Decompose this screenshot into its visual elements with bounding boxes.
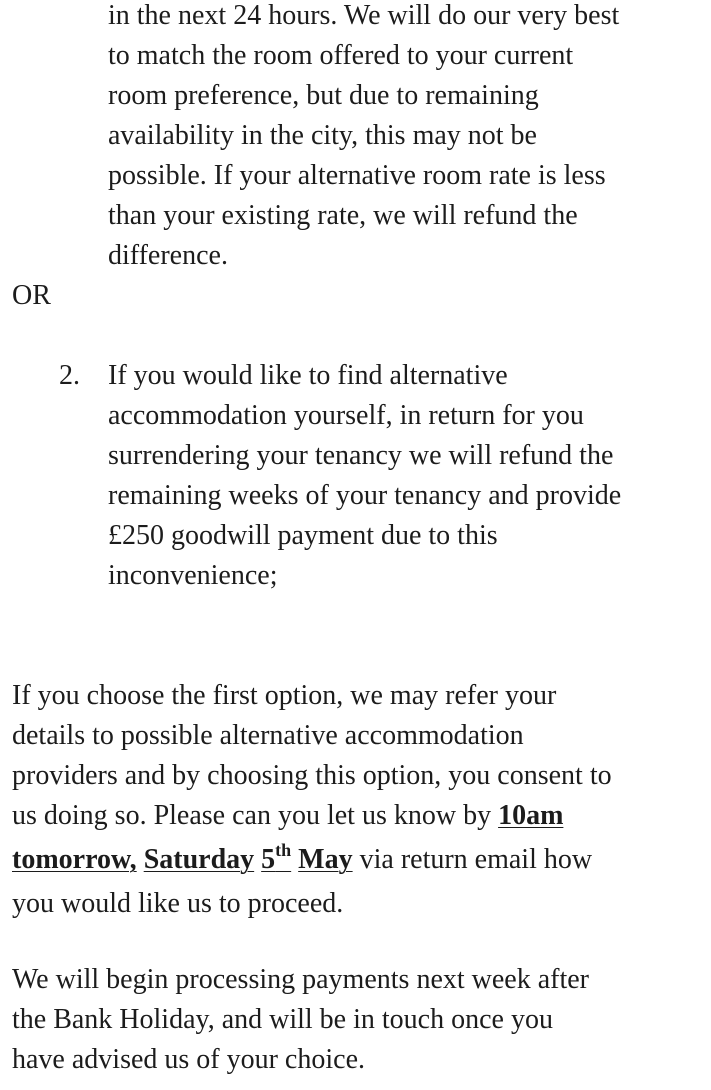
list-number: 2. bbox=[59, 360, 80, 391]
consent-paragraph bbox=[12, 676, 710, 924]
line-text: via return email how bbox=[352, 844, 593, 875]
deadline-day: tomorrow, bbox=[12, 844, 137, 875]
text-line: £250 goodwill payment due to this bbox=[108, 520, 498, 551]
text-line: in the next 24 hours. We will do our very best bbox=[108, 0, 620, 31]
text-line: the Bank Holiday, and will be in touch once you bbox=[12, 1004, 553, 1035]
text-line: you would like us to proceed. bbox=[12, 888, 344, 919]
text-line: than your existing rate, we will refund the bbox=[108, 200, 578, 231]
deadline-weekday: Saturday bbox=[143, 844, 255, 875]
deadline-month: May bbox=[298, 844, 353, 875]
text-line: accommodation yourself, in return for you bbox=[108, 400, 584, 431]
text-line: room preference, but due to remaining bbox=[108, 80, 539, 111]
text-line: inconvenience; bbox=[108, 560, 278, 591]
text-line: providers and by choosing this option, you consent to bbox=[12, 760, 612, 791]
text-line: If you choose the first option, we may refer your bbox=[12, 680, 557, 711]
text-line bbox=[12, 796, 710, 836]
text-line: remaining weeks of your tenancy and provide bbox=[108, 480, 622, 511]
line-text: us doing so. Please can you let us know by bbox=[12, 800, 499, 831]
option1-continuation bbox=[108, 0, 708, 276]
option2-text bbox=[108, 356, 708, 596]
closing-paragraph bbox=[12, 960, 710, 1080]
text-line: possible. If your alternative room rate is less bbox=[108, 160, 606, 191]
text-line: availability in the city, this may not be bbox=[108, 120, 537, 151]
deadline-date bbox=[261, 840, 292, 875]
text-line: to match the room offered to your current bbox=[108, 40, 574, 71]
text-line: difference. bbox=[108, 240, 228, 271]
text-line: details to possible alternative accommodation bbox=[12, 720, 524, 751]
text-line: We will begin processing payments next week after bbox=[12, 964, 590, 995]
or-separator: OR bbox=[12, 280, 51, 311]
text-line: If you would like to find alternative bbox=[108, 360, 508, 391]
deadline-date-suffix: th bbox=[275, 840, 292, 860]
text-line: have advised us of your choice. bbox=[12, 1044, 365, 1075]
deadline-time: 10am bbox=[498, 800, 564, 831]
text-line: surrendering your tenancy we will refund the bbox=[108, 440, 614, 471]
text-line bbox=[12, 836, 710, 884]
deadline-date-number: 5 bbox=[261, 844, 276, 875]
